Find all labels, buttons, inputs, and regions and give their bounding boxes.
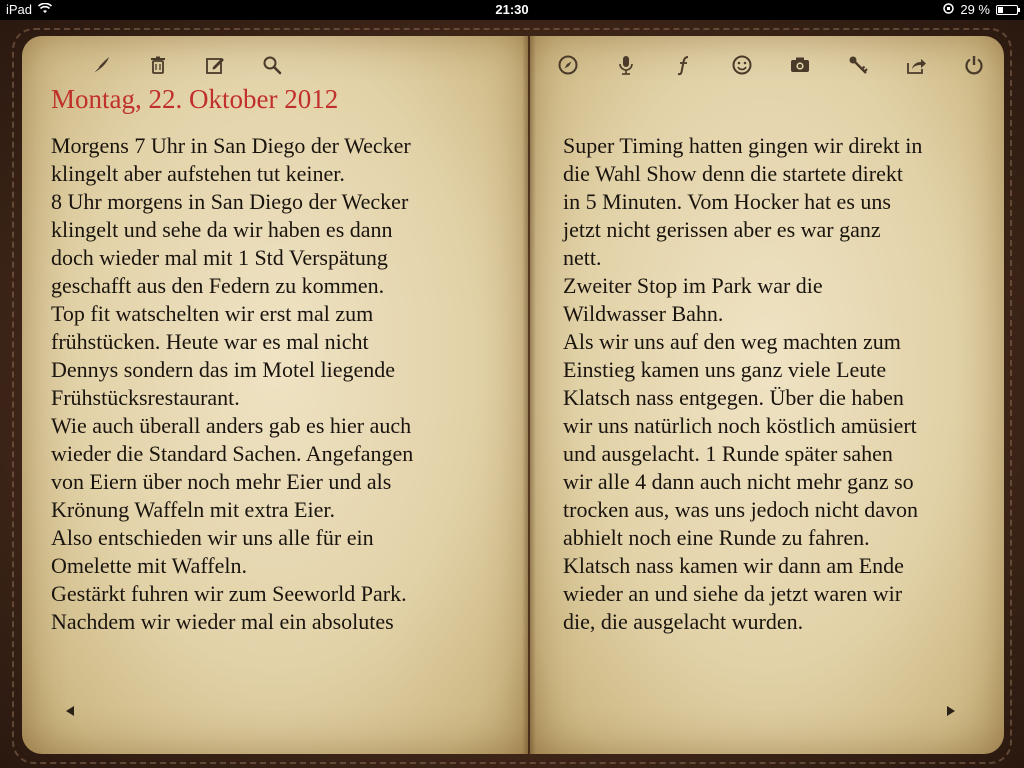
microphone-button[interactable]	[613, 52, 639, 78]
share-button[interactable]	[903, 52, 929, 78]
edit-button[interactable]	[202, 52, 228, 78]
key-button[interactable]	[845, 52, 871, 78]
previous-page-button[interactable]	[63, 704, 77, 718]
lock-rotation-icon	[943, 2, 954, 17]
entry-text-right[interactable]: Super Timing hatten gingen wir direkt in die Wahl Show denn die startete direkt in 5 Minuten. Vom Hocker hat es uns jetzt nicht gerissen aber es war ganz nett. Zweiter Stop im Park war die Wildwasser Bahn. Als wir uns auf den weg machten zum Einstieg kamen uns ganz viele Leute Klatsch nass entgegen. Über die haben wir uns natürlich noch köstlich amüsiert und ausgelacht. 1 Runde später sahen wir alle 4 dann auch nicht mehr ganz so trocken aus, was uns jedoch nicht davon abhielt noch eine Runde zu fahren. Klatsch nass kamen wir dann am Ende wieder an und siehe da jetzt waren wir die, die ausgelacht wurden.	[563, 133, 923, 634]
power-icon	[963, 54, 985, 76]
next-page-button[interactable]	[944, 704, 958, 718]
right-toolbar	[555, 52, 987, 78]
compass-icon	[557, 54, 579, 76]
entry-date: Montag, 22. Oktober 2012	[51, 84, 339, 114]
left-toolbar	[88, 52, 285, 78]
font-button[interactable]	[671, 52, 697, 78]
battery-icon	[996, 5, 1018, 15]
triangle-right-icon	[946, 705, 956, 717]
quill-button[interactable]	[88, 52, 114, 78]
search-icon	[261, 54, 283, 76]
edit-icon	[204, 54, 226, 76]
search-button[interactable]	[259, 52, 285, 78]
font-icon	[673, 54, 695, 76]
camera-icon	[789, 54, 811, 76]
book-spine	[522, 36, 536, 754]
delete-button[interactable]	[145, 52, 171, 78]
smiley-button[interactable]	[729, 52, 755, 78]
status-bar	[0, 0, 1024, 20]
smiley-icon	[731, 54, 753, 76]
quill-icon	[90, 54, 112, 76]
compass-button[interactable]	[555, 52, 581, 78]
clock: 21:30	[495, 2, 529, 17]
microphone-icon	[615, 54, 637, 76]
triangle-left-icon	[65, 705, 75, 717]
entry-text-left[interactable]: Morgens 7 Uhr in San Diego der Wecker klingelt aber aufstehen tut keiner. 8 Uhr morgens in San Diego der Wecker klingelt und sehe da wir haben es dann doch wieder mal mit 1 Std Verspätung geschafft aus den Federn zu kommen. Top fit watschelten wir erst mal zum frühstücken. Heute war es mal nicht Dennys sondern das im Motel liegende Frühstücksrestaurant. Wie auch überall anders gab es hier auch wieder die Standard Sachen. Angefangen von Eiern über noch mehr Eier und als Krönung Waffeln mit extra Eier. Also entschieden wir uns alle für ein Omelette mit Waffeln. Gestärkt fuhren wir zum Seeworld Park. Nachdem wir wieder mal ein absolutes	[51, 133, 414, 634]
battery-percent: 29 %	[960, 2, 990, 17]
share-icon	[905, 54, 927, 76]
power-button[interactable]	[961, 52, 987, 78]
device-label: iPad	[6, 2, 33, 17]
camera-button[interactable]	[787, 52, 813, 78]
trash-icon	[147, 54, 169, 76]
key-icon	[847, 54, 869, 76]
